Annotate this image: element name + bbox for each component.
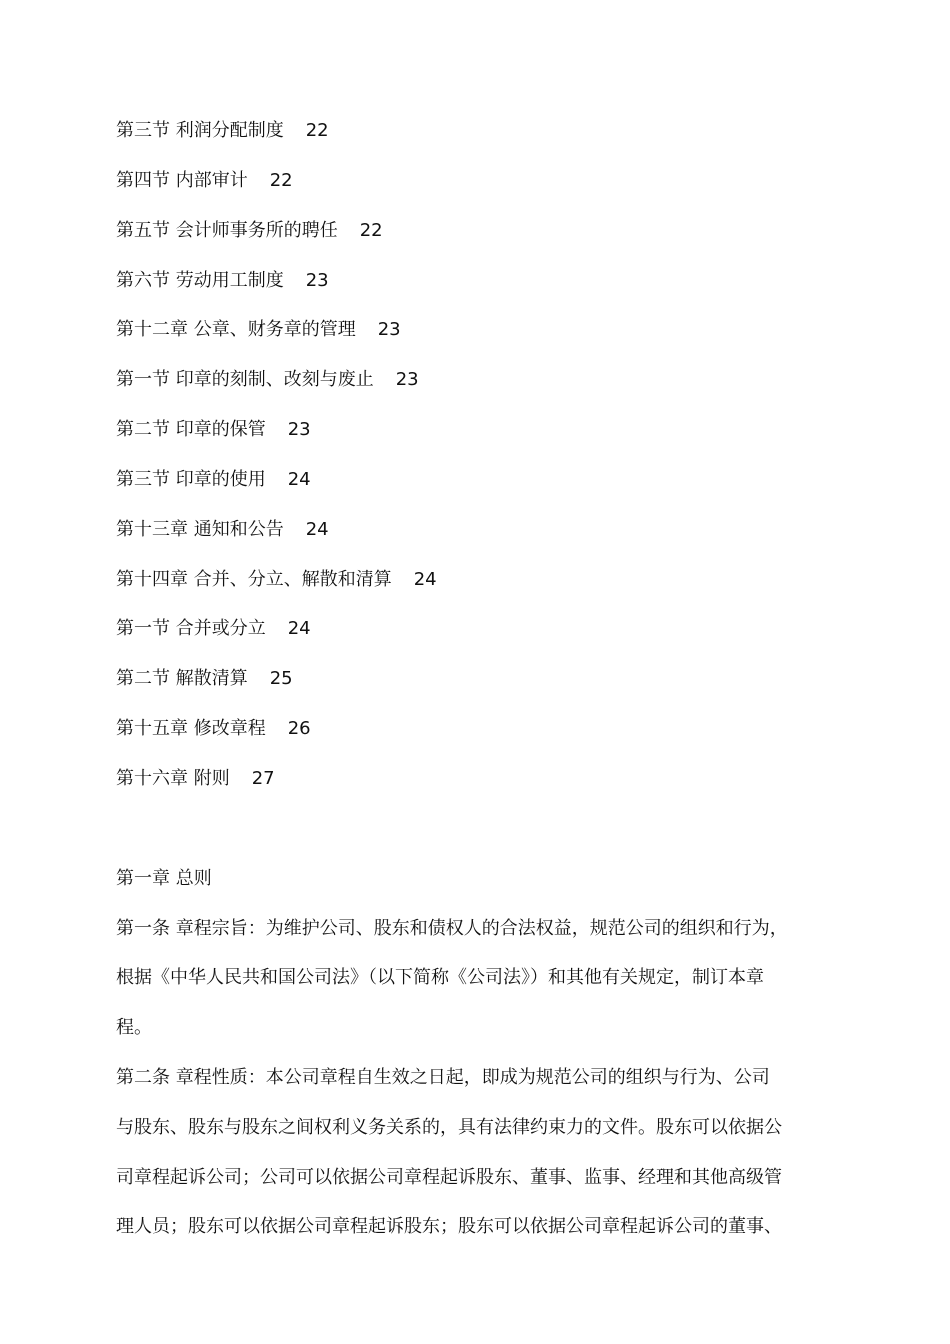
toc-entry-page: 23 — [395, 369, 419, 390]
toc-entry-title: 第三节 印章的使用 — [116, 469, 266, 490]
toc-entry-page: 24 — [287, 469, 311, 490]
toc-entry — [116, 318, 401, 342]
toc-entry-page: 26 — [287, 718, 311, 739]
article-line: 与股东、股东与股东之间权利义务关系的，具有法律约束力的文件。股东可以依据公 — [116, 1117, 782, 1138]
toc-entry — [116, 368, 419, 392]
toc-entry-title: 第十四章 合并、分立、解散和清算 — [116, 569, 392, 590]
toc-entry-title: 第五节 会计师事务所的聘任 — [116, 220, 338, 241]
toc-entry — [116, 219, 383, 243]
toc-entry-title: 第十三章 通知和公告 — [116, 519, 284, 540]
article-line: 程。 — [116, 1017, 152, 1038]
toc-entry — [116, 468, 311, 492]
toc-entry-title: 第三节 利润分配制度 — [116, 120, 284, 141]
article-line: 第二条 章程性质：本公司章程自生效之日起，即成为规范公司的组织与行为、公司 — [116, 1067, 770, 1088]
article-line: 第一条 章程宗旨：为维护公司、股东和债权人的合法权益，规范公司的组织和行为， — [116, 918, 788, 939]
article-line: 根据《中华人民共和国公司法》（以下简称《公司法》）和其他有关规定，制订本章 — [116, 967, 764, 988]
toc-entry — [116, 119, 329, 143]
toc-entry — [116, 667, 293, 691]
toc-entry — [116, 717, 311, 741]
toc-entry-title: 第二节 印章的保管 — [116, 419, 266, 440]
toc-entry — [116, 418, 311, 442]
toc-entry-page: 22 — [305, 120, 329, 141]
toc-entry-page: 23 — [305, 270, 329, 291]
toc-entry-page: 25 — [269, 668, 293, 689]
toc-entry-title: 第六节 劳动用工制度 — [116, 270, 284, 291]
toc-entry — [116, 269, 329, 293]
toc-entry-title: 第十二章 公章、财务章的管理 — [116, 319, 356, 340]
toc-entry — [116, 169, 293, 193]
toc-entry-page: 22 — [269, 170, 293, 191]
toc-entry — [116, 518, 329, 542]
toc-entry-page: 24 — [413, 569, 437, 590]
article-line: 司章程起诉公司；公司可以依据公司章程起诉股东、董事、监事、经理和其他高级管 — [116, 1167, 782, 1188]
chapter-heading: 第一章 总则 — [116, 868, 212, 889]
toc-entry-page: 22 — [359, 220, 383, 241]
toc-entry-title: 第二节 解散清算 — [116, 668, 248, 689]
toc-entry-page: 23 — [377, 319, 401, 340]
toc-entry-page: 24 — [287, 618, 311, 639]
toc-entry-page: 23 — [287, 419, 311, 440]
toc-entry-page: 27 — [251, 768, 275, 789]
toc-entry-page: 24 — [305, 519, 329, 540]
toc-entry — [116, 568, 437, 592]
article-line: 理人员；股东可以依据公司章程起诉股东；股东可以依据公司章程起诉公司的董事、 — [116, 1216, 782, 1237]
toc-entry-title: 第十六章 附则 — [116, 768, 230, 789]
toc-entry-title: 第一节 印章的刻制、改刻与废止 — [116, 369, 374, 390]
toc-entry-title: 第四节 内部审计 — [116, 170, 248, 191]
toc-entry-title: 第一节 合并或分立 — [116, 618, 266, 639]
toc-entry-title: 第十五章 修改章程 — [116, 718, 266, 739]
toc-entry — [116, 617, 311, 641]
toc-entry — [116, 767, 275, 791]
